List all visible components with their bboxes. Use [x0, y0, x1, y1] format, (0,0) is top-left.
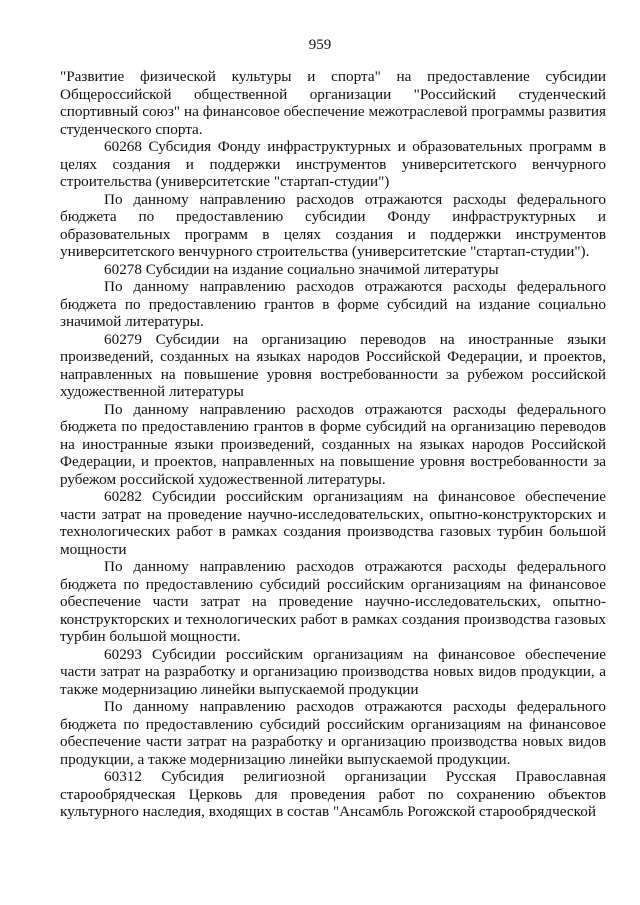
paragraph-description-60293: По данному направлению расходов отражаются расходы федерального бюджета по предоставлению субсидий российским организациям на финансовое обеспечение части затрат на разработку и организацию производства новых видов продукции, а также модернизацию линейки выпускаемой продукции.: [60, 698, 606, 768]
paragraph-heading-60282: 60282 Субсидии российским организациям на финансовое обеспечение части затрат на проведение научно-исследовательских, опытно-конструкторских и технологических работ в рамках создания производства газовых турбин большой мощности: [60, 488, 606, 558]
paragraph-description-60279: По данному направлению расходов отражаются расходы федерального бюджета по предоставлению грантов в форме субсидий на организацию переводов на иностранные языки произведений, созданных на языках народов Российской Федерации, и проектов, направленных на повышение уровня востребованности за рубежом российской художественной литературы.: [60, 400, 606, 488]
paragraph-heading-60293: 60293 Субсидии российским организациям на финансовое обеспечение части затрат на разработку и организацию производства новых видов продукции, а также модернизацию линейки выпускаемой продукции: [60, 645, 606, 698]
paragraph-description-60268: По данному направлению расходов отражаются расходы федерального бюджета по предоставлению субсидии Фонду инфраструктурных и образовательных программ в целях создания и поддержки инструментов университетского венчурного строительства (университетские "стартап-студии").: [60, 190, 606, 260]
paragraph-continuation: "Развитие физической культуры и спорта" на предоставление субсидии Общероссийской общественной организации "Российский студенческий спортивный союз" на финансовое обеспечение межотраслевой программы развития студенческого спорта.: [60, 68, 606, 138]
paragraph-description-60278: По данному направлению расходов отражаются расходы федерального бюджета по предоставлению грантов в форме субсидий на издание социально значимой литературы.: [60, 278, 606, 330]
page-number: 959: [308, 37, 332, 53]
paragraph-heading-60268: 60268 Субсидия Фонду инфраструктурных и образовательных программ в целях создания и поддержки инструментов университетского венчурного строительства (университетские "стартап-студии"): [60, 138, 606, 190]
paragraph-heading-60278: 60278 Субсидии на издание социально значимой литературы: [104, 260, 499, 278]
paragraph-heading-60279: 60279 Субсидии на организацию переводов на иностранные языки произведений, созданных на языках народов Российской Федерации, и проектов, направленных на повышение уровня востребованности за рубежом российской художественной литературы: [60, 330, 606, 400]
document-body: [60, 68, 606, 821]
paragraph-description-60282: По данному направлению расходов отражаются расходы федерального бюджета по предоставлению субсидий российским организациям на финансовое обеспечение части затрат на проведение научно-исследовательских, опытно-конструкторских и технологических работ в рамках создания производства газовых турбин большой мощности.: [60, 558, 606, 645]
paragraph-heading-60312: 60312 Субсидия религиозной организации Русская Православная старообрядческая Церковь для проведения работ по сохранению объектов культурного наследия, входящих в состав "Ансамбль Рогожской старообрядческой: [60, 768, 606, 820]
